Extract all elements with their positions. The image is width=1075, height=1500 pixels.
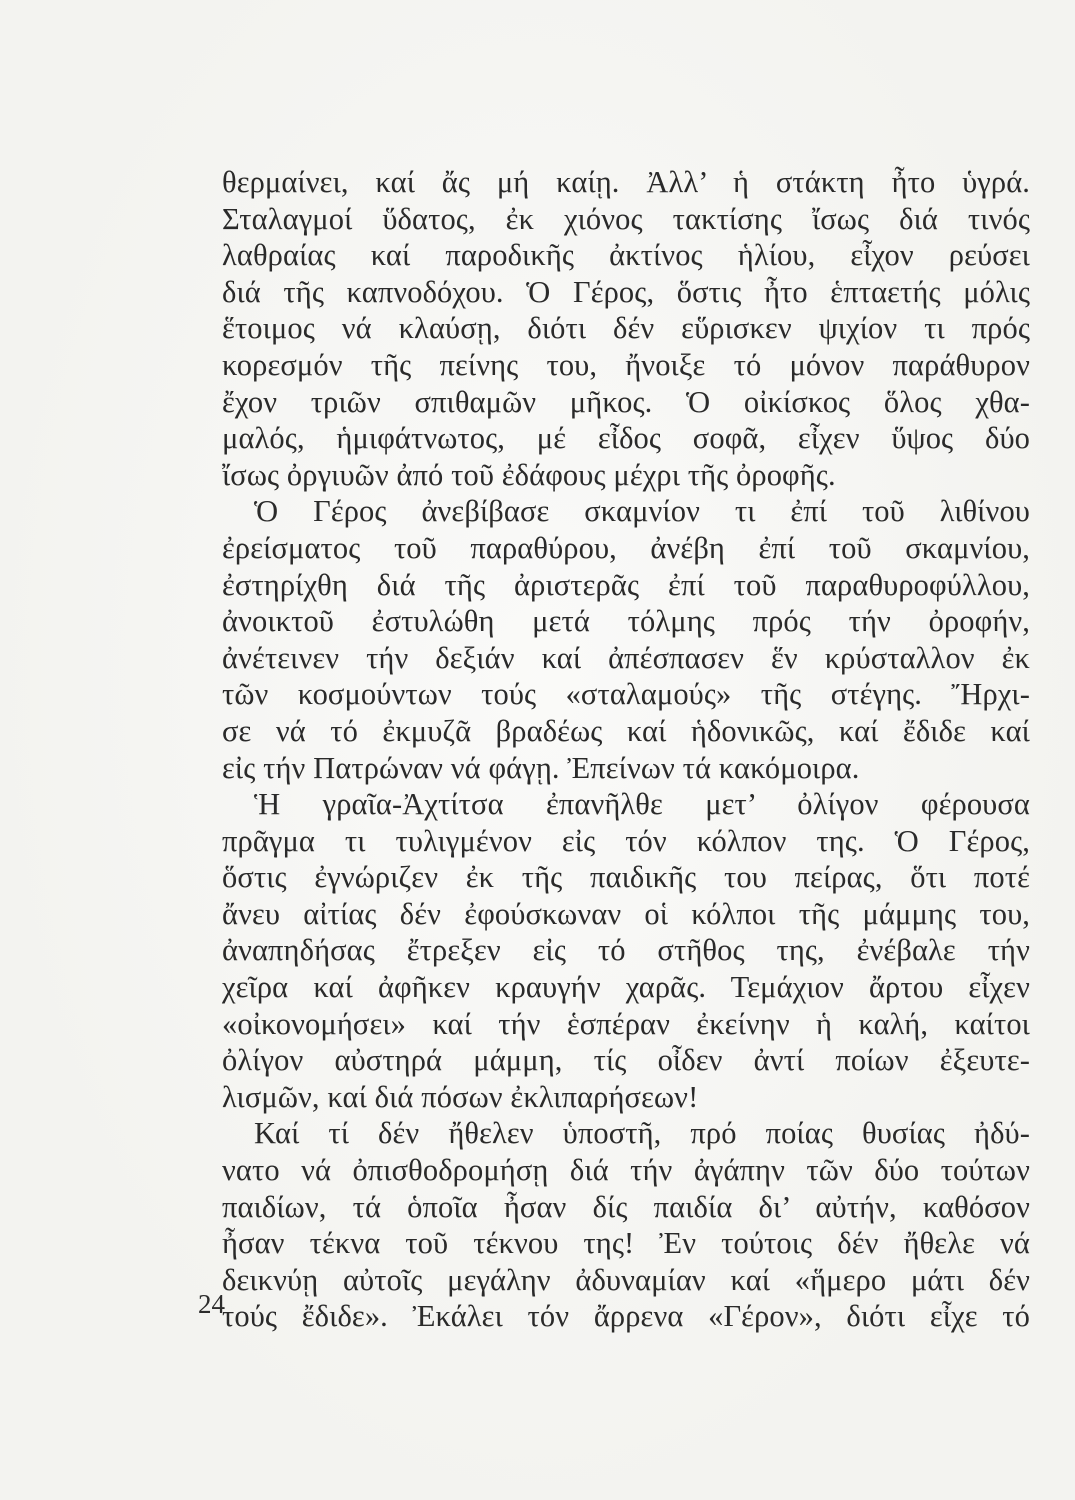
text-line: ἕτοιμος νά κλαύσῃ, διότι δέν εὕρισκεν ψιχίον τι πρός (222, 311, 1030, 346)
text-line: ἴσως ὀργιυῶν ἀπό τοῦ ἐδάφους μέχρι τῆς ὀροφῆς. (222, 457, 836, 492)
body-text (222, 164, 1030, 1335)
text-line: εἰς τήν Πατρώναν νά φάγῃ. Ἐπείνων τά κακόμοιρα. (222, 750, 860, 785)
text-line: παιδίων, τά ὁποῖα ἦσαν δίς παιδία δι’ αὐτήν, καθόσον (222, 1189, 1030, 1224)
text-line: ὅστις ἐγνώριζεν ἐκ τῆς παιδικῆς του πείρας, ὅτι ποτέ (222, 860, 1030, 895)
text-line: κορεσμόν τῆς πείνης του, ἤνοιξε τό μόνον παράθυρον (222, 347, 1030, 382)
text-line: ἀνέτεινεν τήν δεξιάν καί ἀπέσπασεν ἕν κρύσταλλον ἐκ (222, 640, 1030, 675)
page-number: 24 (198, 1289, 225, 1319)
text-line: ἀναπηδήσας ἔτρεξεν εἰς τό στῆθος της, ἐνέβαλε τήν (222, 933, 1030, 968)
text-line: ἔχον τριῶν σπιθαμῶν μῆκος. Ὁ οἰκίσκος ὅλος χθα- (222, 384, 1030, 419)
text-line: σε νά τό ἐκμυζᾶ βραδέως καί ἡδονικῶς, καί ἔδιδε καί (222, 713, 1030, 748)
text-line: ὀλίγον αὐστηρά μάμμη, τίς οἶδεν ἀντί ποίων ἐξευτε- (222, 1043, 1030, 1078)
text-line: τῶν κοσμούντων τούς «σταλαμούς» τῆς στέγης. Ἤρχι- (222, 677, 1030, 712)
text-line: λισμῶν, καί διά πόσων ἐκλιπαρήσεων! (222, 1079, 699, 1114)
text-line: ἦσαν τέκνα τοῦ τέκνου της! Ἐν τούτοις δέν ἤθελε νά (222, 1226, 1030, 1261)
text-line: θερμαίνει, καί ἄς μή καίῃ. Ἀλλ’ ἡ στάκτη ἦτο ὑγρά. (222, 165, 1030, 199)
text-line: χεῖρα καί ἀφῆκεν κραυγήν χαρᾶς. Τεμάχιον ἄρτου εἶχεν (222, 970, 1030, 1005)
text-line: νατο νά ὀπισθοδρομήσῃ διά τήν ἀγάπην τῶν δύο τούτων (222, 1153, 1030, 1188)
text-line: δεικνύῃ αὐτοῖς μεγάλην ἀδυναμίαν καί «ἥμερο μάτι δέν (222, 1262, 1030, 1297)
text-line: Σταλαγμοί ὕδατος, ἐκ χιόνος τακτίσης ἴσως διά τινός (222, 201, 1030, 236)
paragraph-start-line: Καί τί δέν ἤθελεν ὑποστῆ, πρό ποίας θυσίας ἠδύ- (254, 1116, 1030, 1151)
text-line: μαλός, ἡμιφάτνωτος, μέ εἶδος σοφᾶ, εἶχεν ὕψος δύο (222, 421, 1030, 456)
text-line: λαθραίας καί παροδικῆς ἀκτίνος ἡλίου, εἶχον ρεύσει (222, 238, 1030, 273)
text-line: πρᾶγμα τι τυλιγμένον εἰς τόν κόλπον της. Ὁ Γέρος, (222, 823, 1030, 858)
text-line: ἐστηρίχθη διά τῆς ἀριστερᾶς ἐπί τοῦ παραθυροφύλλου, (222, 567, 1030, 602)
text-line: ἄνευ αἰτίας δέν ἐφούσκωναν οἱ κόλποι τῆς μάμμης του, (222, 896, 1030, 931)
text-line: ἐρείσματος τοῦ παραθύρου, ἀνέβη ἐπί τοῦ σκαμνίου, (222, 530, 1030, 565)
text-line: τούς ἔδιδε». Ἐκάλει τόν ἄρρενα «Γέρον», διότι εἶχε τό (222, 1299, 1030, 1334)
paragraph-start-line: Ὁ Γέρος ἀνεβίβασε σκαμνίον τι ἐπί τοῦ λιθίνου (254, 494, 1030, 529)
text-line: ἀνοικτοῦ ἐστυλώθη μετά τόλμης πρός τήν ὀροφήν, (222, 604, 1030, 639)
text-line: διά τῆς καπνοδόχου. Ὁ Γέρος, ὅστις ἦτο ἑπταετής μόλις (222, 274, 1030, 309)
text-line: «οἰκονομήσει» καί τήν ἑσπέραν ἐκείνην ἡ καλή, καίτοι (222, 1006, 1030, 1041)
paragraph-start-line: Ἡ γραῖα-Ἀχτίτσα ἐπανῆλθε μετ’ ὀλίγον φέρουσα (254, 787, 1030, 822)
